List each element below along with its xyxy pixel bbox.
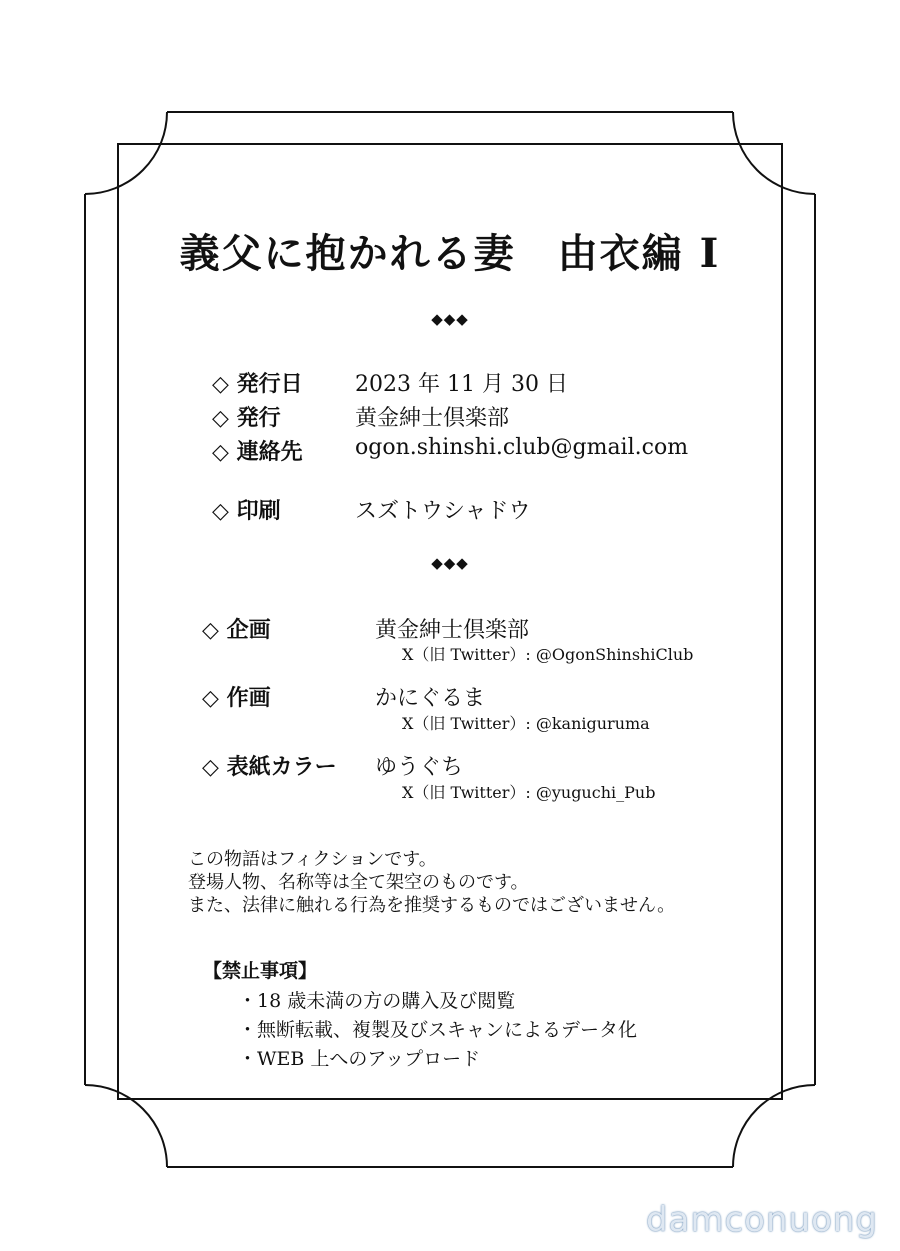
planning-handle: X（旧 Twitter）: @OgonShinshiClub xyxy=(402,645,694,664)
prohibited-item-upload: ・WEB 上へのアップロード xyxy=(238,1048,481,1070)
issue-date-label: ◇ 発行日 xyxy=(212,371,303,397)
printing-label: ◇ 印刷 xyxy=(212,498,281,524)
printing-value: スズトウシャドウ xyxy=(355,499,531,524)
prohibited-heading: 【禁止事項】 xyxy=(203,960,318,982)
art-label: ◇ 作画 xyxy=(202,685,271,711)
disclaimer-line-2: 登場人物、名称等は全て架空のものです。 xyxy=(188,872,529,893)
planning-label: ◇ 企画 xyxy=(202,617,271,643)
diamond-divider-middle: ◆◆◆ xyxy=(431,554,469,572)
publisher-label: ◇ 発行 xyxy=(212,405,281,431)
publisher-value: 黄金紳士倶楽部 xyxy=(355,406,510,431)
document-title: 義父に抱かれる妻 由衣編 I xyxy=(179,230,721,277)
cover-color-label: ◇ 表紙カラー xyxy=(202,754,337,780)
contact-email: ogon.shinshi.club@gmail.com xyxy=(355,435,689,460)
diamond-divider-top: ◆◆◆ xyxy=(431,310,469,328)
art-value: かにぐるま xyxy=(375,686,486,711)
planning-value: 黄金紳士倶楽部 xyxy=(375,618,530,643)
cover-color-handle: X（旧 Twitter）: @yuguchi_Pub xyxy=(402,783,656,802)
disclaimer-line-1: この物語はフィクションです。 xyxy=(188,849,437,870)
cover-color-value: ゆうぐち xyxy=(375,755,464,780)
disclaimer-line-3: また、法律に触れる行為を推奨するものではございません。 xyxy=(188,895,676,916)
contact-label: ◇ 連絡先 xyxy=(212,439,303,465)
art-handle: X（旧 Twitter）: @kaniguruma xyxy=(402,714,650,733)
prohibited-item-age: ・18 歳未満の方の購入及び閲覧 xyxy=(238,990,516,1012)
prohibited-item-reproduction: ・無断転載、複製及びスキャンによるデータ化 xyxy=(238,1019,638,1041)
issue-date-value: 2023 年 11 月 30 日 xyxy=(355,372,568,397)
site-watermark: damconuong xyxy=(645,1200,878,1240)
